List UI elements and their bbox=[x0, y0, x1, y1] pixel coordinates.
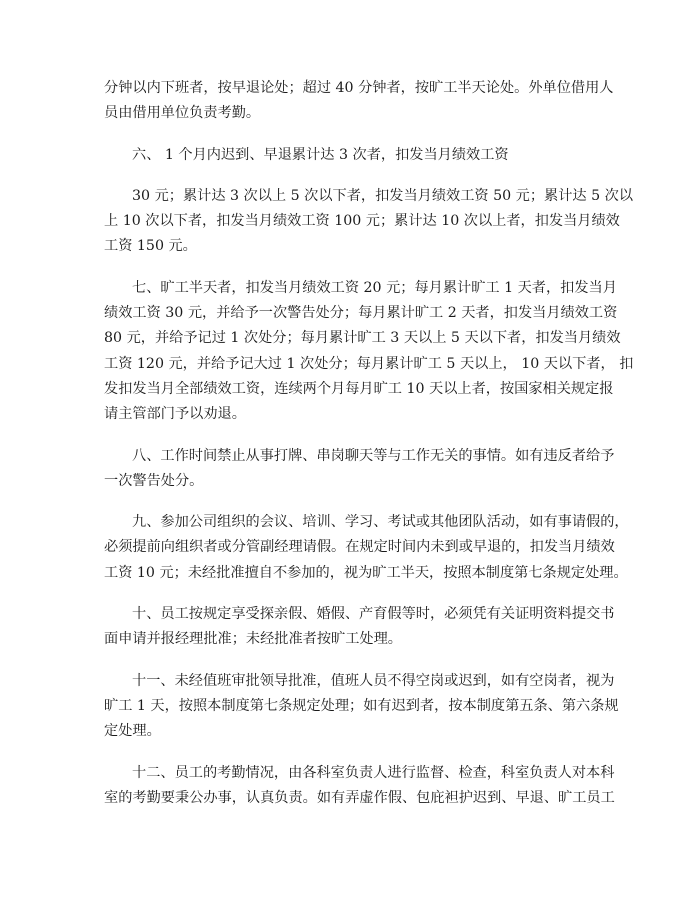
text-line: 面申请并报经理批准；未经批准者按旷工处理。 bbox=[104, 631, 402, 648]
text-line: 上 10 次以下者，扣发当月绩效工资 100 元；累计达 10 次以上者，扣发当月绩效 bbox=[104, 213, 620, 230]
paragraph-article-6-detail bbox=[104, 184, 634, 260]
paragraph-article-7 bbox=[104, 276, 634, 428]
paragraph-article-6 bbox=[104, 143, 604, 168]
paragraph-article-12 bbox=[104, 761, 615, 812]
text-line: 十二、员工的考勤情况，由各科室负责人进行监督、检查，科室负责人对本科 bbox=[132, 764, 615, 781]
paragraph-article-11 bbox=[104, 669, 619, 745]
text-line: 请主管部门予以劝退。 bbox=[104, 406, 246, 423]
paragraph-article-8 bbox=[104, 444, 615, 495]
text-line: 绩效工资 30 元，并给予一次警告处分；每月累计旷工 2 天者，扣发当月绩效工资 bbox=[104, 305, 618, 322]
text-line: 必须提前向组织者或分管副经理请假。在规定时间内未到或早退的，扣发当月绩效 bbox=[104, 539, 615, 556]
text-line: 员由借用单位负责考勤。 bbox=[104, 105, 261, 122]
text-line: 室的考勤要秉公办事，认真负责。如有弄虚作假、包庇袒护迟到、早退、旷工员工 bbox=[104, 789, 615, 806]
text-line: 工资 120 元，并给予记大过 1 次处分；每月累计旷工 5 天以上， 10 天以下者， 扣 bbox=[104, 355, 634, 372]
document-body bbox=[104, 76, 634, 827]
text-line: 工资 10 元；未经批准擅自不参加的，视为旷工半天，按照本制度第七条规定处理。 bbox=[104, 564, 628, 581]
text-line: 发扣发当月全部绩效工资，连续两个月每月旷工 10 天以上者，按国家相关规定报 bbox=[104, 380, 614, 397]
text-line: 九、参加公司组织的会议、培训、学习、考试或其他团队活动，如有事请假的， bbox=[132, 514, 629, 531]
text-line: 六、 1 个月内迟到、早退累计达 3 次者，扣发当月绩效工资 bbox=[132, 146, 509, 163]
paragraph-article-9 bbox=[104, 510, 629, 586]
text-line: 十一、未经值班审批领导批准，值班人员不得空岗或迟到，如有空岗者，视为 bbox=[132, 672, 615, 689]
text-line: 十、员工按规定享受探亲假、婚假、产育假等时，必须凭有关证明资料提交书 bbox=[132, 606, 615, 623]
text-line: 80 元，并给予记过 1 次处分；每月累计旷工 3 天以上 5 天以下者，扣发当月绩效 bbox=[104, 330, 621, 347]
text-line: 30 元；累计达 3 次以上 5 次以下者，扣发当月绩效工资 50 元；累计达 5 次以 bbox=[132, 187, 634, 204]
text-line: 一次警告处分。 bbox=[104, 472, 204, 489]
text-line: 旷工 1 天，按照本制度第七条规定处理；如有迟到者，按本制度第五条、第六条规 bbox=[104, 697, 619, 714]
text-line: 分钟以内下班者，按早退论处；超过 40 分钟者，按旷工半天论处。外单位借用人 bbox=[104, 80, 614, 96]
paragraph-article-10 bbox=[104, 602, 615, 653]
text-line: 工资 150 元。 bbox=[104, 238, 197, 255]
paragraph-continuation bbox=[104, 76, 614, 127]
text-line: 定处理。 bbox=[104, 723, 161, 740]
text-line: 八、工作时间禁止从事打牌、串岗聊天等与工作无关的事情。如有违反者给予 bbox=[132, 447, 615, 464]
text-line: 七、旷工半天者，扣发当月绩效工资 20 元；每月累计旷工 1 天者，扣发当月 bbox=[132, 279, 617, 296]
